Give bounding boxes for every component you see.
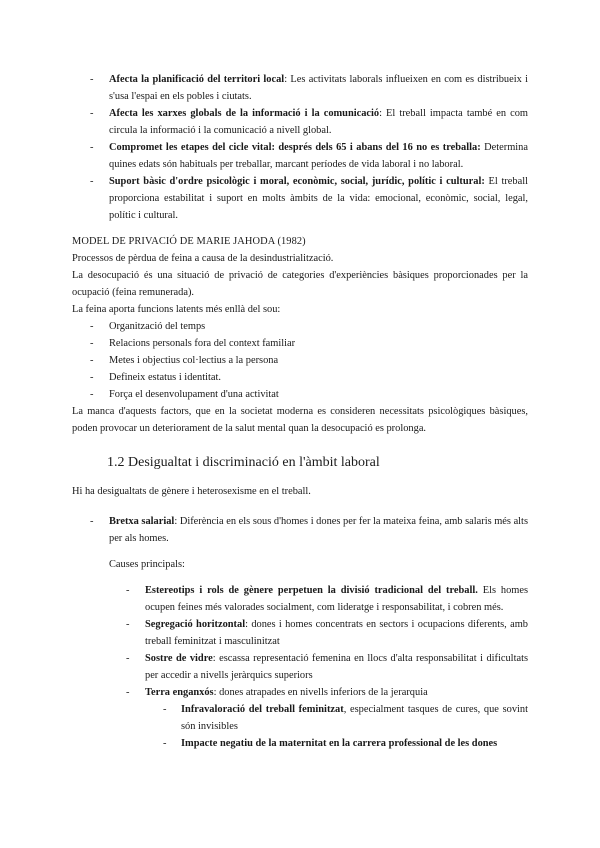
bullet-dash: - xyxy=(90,142,94,153)
cause-item xyxy=(145,650,528,684)
cause-text: Els homes ocupen feines més valorades socialment, com lideratge i responsabilitat, i cobren més. xyxy=(145,585,528,613)
paragraph: La desocupació és una situació de privació de categories d'experiències bàsiques proporcionades per la ocupació (feina remunerada). xyxy=(72,270,528,298)
cause-text: : dones i homes concentrats en sectors i ocupacions diferents, amb treball feminitzat i masculinitzat xyxy=(145,619,528,647)
list-item xyxy=(109,71,528,105)
function-item: Organització del temps xyxy=(109,321,206,332)
list-item-text: : El treball impacta també en com circula la informació i la comunicació a nivell global. xyxy=(109,108,528,136)
cause-bold: Terra enganxós xyxy=(145,687,214,698)
list-item-text: : Diferència en els sous d'homes i dones per fer la mateixa feina, amb salaris més alts per als homes. xyxy=(109,516,528,544)
list-item xyxy=(109,105,528,139)
bullet-dash: - xyxy=(90,338,94,349)
list-item-bold: Afecta la planificació del territori local xyxy=(109,74,285,85)
bullet-dash: - xyxy=(90,176,94,187)
bullet-dash: - xyxy=(126,687,130,698)
cause-item xyxy=(145,582,528,616)
function-item: Metes i objectius col·lectius a la persona xyxy=(109,355,279,366)
list-item xyxy=(109,173,528,224)
cause-bold: Segregació horitzontal xyxy=(145,619,246,630)
bullet-dash: - xyxy=(163,704,167,715)
cause-item xyxy=(145,684,528,701)
bullet-dash: - xyxy=(90,516,94,527)
bullet-dash: - xyxy=(90,355,94,366)
model-title: MODEL DE PRIVACIÓ DE MARIE JAHODA (1982) xyxy=(72,236,306,247)
cause-item xyxy=(145,616,528,650)
list-item-bold: Bretxa salarial xyxy=(109,516,175,527)
bullet-dash: - xyxy=(90,74,94,85)
section-heading: 1.2 Desigualtat i discriminació en l'àmbit laboral xyxy=(107,455,380,470)
bullet-dash: - xyxy=(126,585,130,596)
paragraph: La feina aporta funcions latents més enllà del sou: xyxy=(72,304,281,315)
bullet-dash: - xyxy=(90,108,94,119)
sub-cause-item xyxy=(181,701,528,735)
cause-text: : escassa representació femenina en llocs d'alta responsabilitat i dificultats per accedir a nivells jeràrquics superiors xyxy=(145,653,529,681)
bullet-dash: - xyxy=(90,372,94,383)
paragraph: Hi ha desigualtats de gènere i heterosexisme en el treball. xyxy=(72,486,311,497)
list-item-bold: Compromet les etapes del cicle vital: després dels 65 i abans del 16 no es treballa: xyxy=(109,142,481,153)
function-item: Relacions personals fora del context familiar xyxy=(109,338,296,349)
list-item-text: El treball proporciona estabilitat i suport en molts àmbits de la vida: emocional, econòmic, social, legal, polític i cultural. xyxy=(109,176,528,221)
cause-text: : dones atrapades en nivells inferiors de la jerarquia xyxy=(213,687,428,698)
list-item-bold: Afecta les xarxes globals de la informació i la comunicació xyxy=(109,108,380,119)
bullet-dash: - xyxy=(163,738,167,749)
cause-bold: Sostre de vidre xyxy=(145,653,213,664)
function-item: Força el desenvolupament d'una activitat xyxy=(109,389,279,400)
sub-cause-text: , especialment tasques de cures, que sovint són invisibles xyxy=(181,704,529,732)
sub-cause-bold: Impacte negatiu de la maternitat en la carrera professional de les dones xyxy=(181,738,498,749)
bullet-dash: - xyxy=(126,653,130,664)
list-item xyxy=(109,513,528,547)
list-item-bold: Suport bàsic d'ordre psicològic i moral, econòmic, social, jurídic, polític i cultural: xyxy=(109,176,485,187)
function-item: Defineix estatus i identitat. xyxy=(109,372,221,383)
list-item-text: Determina quines edats són habituals per treballar, marcant períodes de vida laboral i no laboral. xyxy=(109,142,528,170)
sub-cause-item xyxy=(181,735,528,752)
sub-cause-bold: Infravaloració del treball feminitzat xyxy=(181,704,344,715)
bullet-dash: - xyxy=(126,619,130,630)
bullet-dash: - xyxy=(90,321,94,332)
cause-bold: Estereotips i rols de gènere perpetuen la divisió tradicional del treball. xyxy=(145,585,478,596)
causes-label: Causes principals: xyxy=(109,559,185,570)
bullet-dash: - xyxy=(90,389,94,400)
paragraph: Processos de pèrdua de feina a causa de la desindustrialització. xyxy=(72,253,334,264)
list-item xyxy=(109,139,528,173)
list-item-text: : Les activitats laborals influeixen en com es distribueix i s'usa l'espai en els pobles i ciutats. xyxy=(109,74,528,102)
paragraph: La manca d'aquests factors, que en la societat moderna es consideren necessitats psicològiques bàsiques, poden provocar un deteriorament de la salut mental quan la desocupació es prolonga. xyxy=(72,406,528,434)
